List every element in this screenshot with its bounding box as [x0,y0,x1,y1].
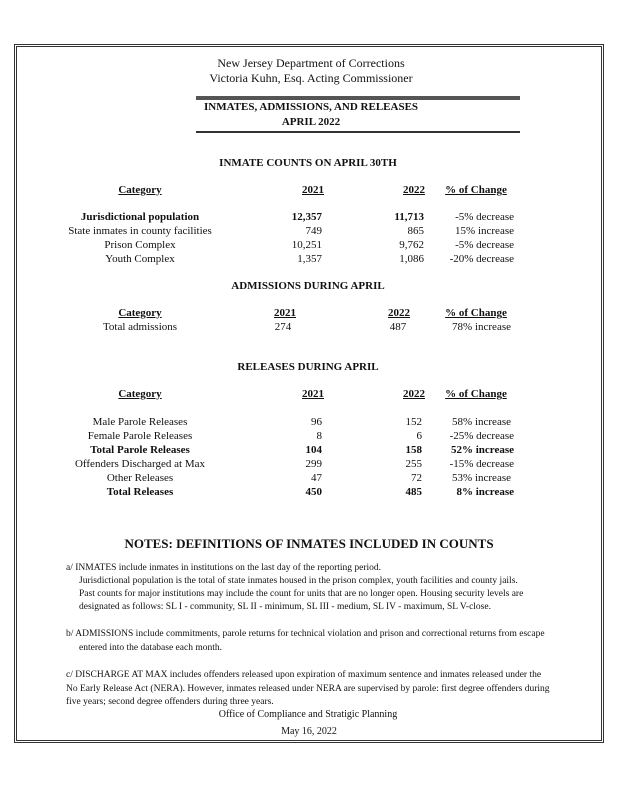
release-row-change: 58% increase [452,416,511,428]
release-row-change: 53% increase [452,472,511,484]
releases-category-header: Category [118,388,162,400]
note-a-line: Jurisdictional population is the total of state inmates housed in the prison complex, youth facilities and county jails. [79,576,518,586]
releases-title: RELEASES DURING APRIL [237,361,379,373]
release-row-2021: 96 [311,416,322,428]
admissions-row-label: Total admissions [102,321,178,333]
release-row-change: -25% decrease [449,430,514,442]
inmate-row-change: 15% increase [455,225,514,237]
release-row-label: Offenders Discharged at Max [74,458,206,470]
admissions-change-header: % of Change [445,307,507,319]
release-row-change: -15% decrease [449,458,514,470]
inmate-row-2021: 749 [305,225,322,237]
inmate-counts-change-header: % of Change [445,184,507,196]
note-a-line: Past counts for major institutions may include the count for units that are no longer open. Housing security levels are [79,589,524,599]
inmate-counts-2021-header: 2021 [302,184,324,196]
admissions-2021-header: 2021 [274,307,296,319]
inmate-row-2021: 1,357 [297,253,322,265]
note-b-line: b/ ADMISSIONS include commitments, parole returns for technical violation and prison and correctional returns from escape [66,629,545,639]
inmate-row-label: Youth Complex [105,253,175,265]
release-row-label: Female Parole Releases [87,430,193,442]
inmate-row-change: -5% decrease [455,239,514,251]
release-row-2021: 8 [316,430,322,442]
release-row-2021: 299 [305,458,322,470]
release-row-2021: 450 [305,486,322,498]
release-row-2021: 104 [305,444,322,456]
release-row-label: Total Releases [106,486,174,498]
inmate-row-2022: 9,762 [399,239,424,251]
admissions-2022-header: 2022 [388,307,410,319]
release-row-label: Total Parole Releases [90,444,190,456]
release-row-2022: 152 [405,416,422,428]
inmate-row-2022: 11,713 [394,211,424,223]
note-c-line: five years; second degree offenders during three years. [66,697,274,707]
admissions-row-2021: 274 [274,321,292,333]
inmate-row-label: Jurisdictional population [80,211,200,223]
release-row-2022: 158 [405,444,422,456]
inmate-row-2022: 1,086 [399,253,424,265]
inmate-row-2021: 10,251 [291,239,322,251]
releases-change-header: % of Change [445,388,507,400]
release-row-2022: 6 [416,430,422,442]
inmate-counts-category-header: Category [118,184,162,196]
note-c-line: c/ DISCHARGE AT MAX includes offenders released upon expiration of maximum sentence and inmates released under the [66,670,542,680]
note-c-line: No Early Release Act (NERA). However, inmates released under NERA are supervised by parole: first degree offenders during [66,684,550,694]
department-name: New Jersey Department of Corrections [217,56,405,70]
notes-title: NOTES: DEFINITIONS OF INMATES INCLUDED IN COUNTS [124,536,494,551]
release-row-label: Other Releases [106,472,174,484]
admissions-title: ADMISSIONS DURING APRIL [231,280,385,292]
note-b-line: entered into the database each month. [79,643,222,653]
release-row-change: 52% increase [450,444,514,456]
release-row-label: Male Parole Releases [92,416,188,428]
release-row-2022: 255 [405,458,422,470]
inmate-row-2022: 865 [407,225,424,237]
inmate-row-label: Prison Complex [104,239,176,251]
header-rule-bottom [196,131,520,133]
inmate-counts-2022-header: 2022 [403,184,425,196]
release-row-change: 8% increase [456,486,514,498]
release-row-2021: 47 [311,472,322,484]
release-row-2022: 485 [405,486,422,498]
header-rule-top [196,96,520,100]
inmate-counts-title: INMATE COUNTS ON APRIL 30TH [219,157,397,169]
note-a-line: designated as follows: SL I - community, SL II - minimum, SL III - medium, SL IV - maximum, SL V-close. [79,602,491,612]
inmate-row-2021: 12,357 [291,211,322,223]
report-title: INMATES, ADMISSIONS, AND RELEASES [203,101,419,113]
inmate-row-change: -5% decrease [455,211,514,223]
inmate-row-change: -20% decrease [449,253,514,265]
releases-2021-header: 2021 [302,388,324,400]
footer-date: May 16, 2022 [281,726,337,737]
release-row-2022: 72 [411,472,422,484]
commissioner-name: Victoria Kuhn, Esq. Acting Commissioner [209,71,413,85]
admissions-category-header: Category [118,307,162,319]
inmate-row-label: State inmates in county facilities [68,225,212,237]
admissions-row-2022: 487 [389,321,407,333]
releases-2022-header: 2022 [403,388,425,400]
admissions-row-change: 78% increase [452,321,511,333]
note-a-line: a/ INMATES include inmates in institutions on the last day of the reporting period. [66,563,382,573]
footer-office: Office of Compliance and Stratigic Planning [218,709,398,720]
report-period: APRIL 2022 [281,116,341,128]
